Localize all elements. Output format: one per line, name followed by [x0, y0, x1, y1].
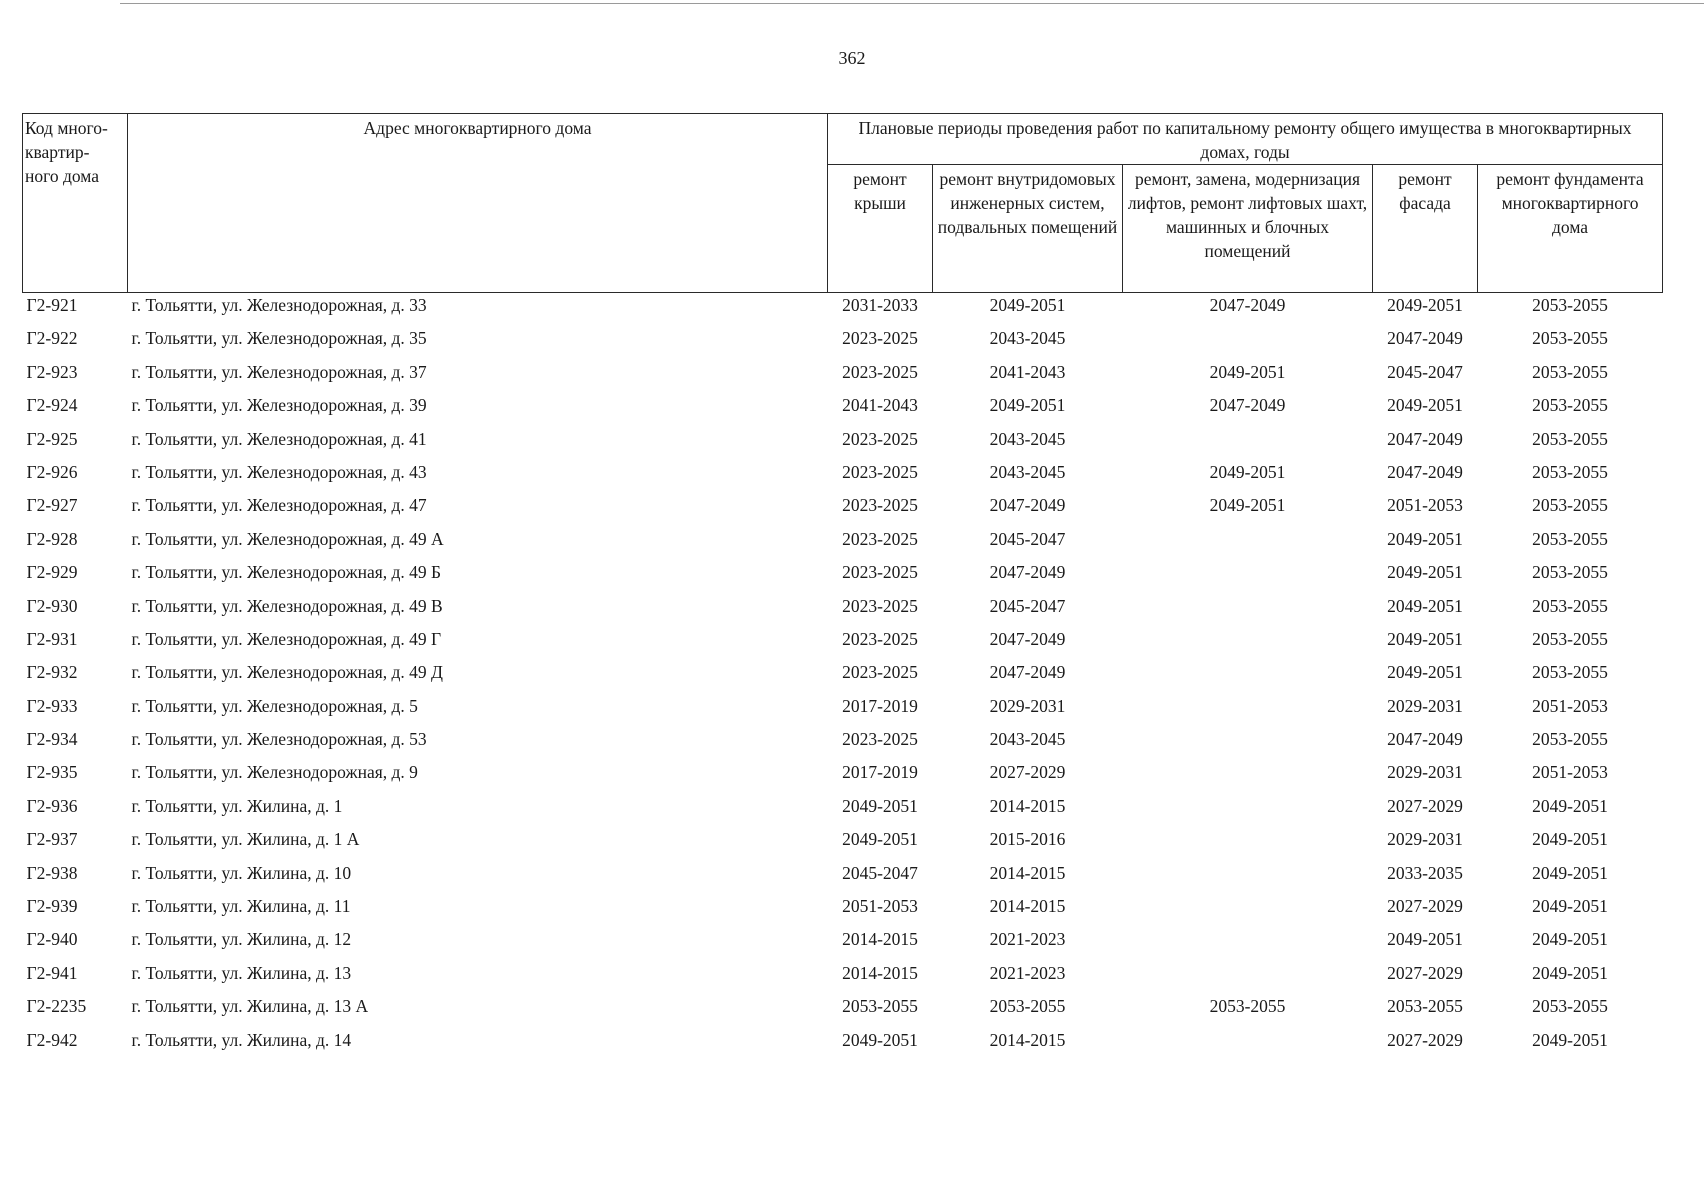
cell-elevators	[1123, 927, 1373, 960]
cell-elevators	[1123, 627, 1373, 660]
cell-address: г. Тольятти, ул. Железнодорожная, д. 5	[131, 695, 418, 716]
table-row	[23, 560, 1663, 593]
cell-engineering: 2047-2049	[989, 562, 1066, 583]
cell-engineering: 2014-2015	[989, 896, 1066, 917]
cell-address: г. Тольятти, ул. Железнодорожная, д. 37	[131, 361, 427, 382]
cell-roof: 2049-2051	[842, 1029, 918, 1050]
cell-elevators	[1123, 527, 1373, 560]
cell-facade: 2029-2031	[1387, 695, 1463, 716]
table-row	[23, 527, 1663, 560]
cell-facade: 2049-2051	[1387, 395, 1463, 416]
cell-engineering: 2043-2045	[989, 328, 1066, 349]
cell-foundation: 2053-2055	[1532, 996, 1608, 1017]
table-row	[23, 360, 1663, 393]
cell-address: г. Тольятти, ул. Жилина, д. 1	[131, 795, 343, 816]
cell-code: Г2-931	[26, 628, 78, 649]
cell-foundation: 2053-2055	[1532, 528, 1608, 549]
cell-elevators	[1123, 1028, 1373, 1061]
cell-engineering: 2045-2047	[989, 595, 1066, 616]
cell-address: г. Тольятти, ул. Жилина, д. 10	[131, 862, 352, 883]
table-row	[23, 594, 1663, 627]
cell-engineering: 2043-2045	[989, 428, 1066, 449]
table-row	[23, 827, 1663, 860]
header-roof: ремонт крыши	[828, 165, 933, 293]
cell-code: Г2-924	[26, 395, 78, 416]
cell-foundation: 2049-2051	[1532, 962, 1608, 983]
cell-code: Г2-940	[26, 929, 78, 950]
cell-roof: 2023-2025	[842, 428, 918, 449]
cell-code: Г2-941	[26, 962, 78, 983]
cell-elevators	[1123, 794, 1373, 827]
table-row	[23, 760, 1663, 793]
table-body	[23, 293, 1663, 1061]
cell-foundation: 2053-2055	[1532, 628, 1608, 649]
cell-foundation: 2053-2055	[1532, 361, 1608, 382]
cell-address: г. Тольятти, ул. Железнодорожная, д. 33	[131, 295, 427, 315]
cell-elevators	[1123, 961, 1373, 994]
cell-foundation: 2053-2055	[1532, 595, 1608, 616]
header-code: Код много-квартир-ного дома	[23, 114, 128, 293]
table-row	[23, 961, 1663, 994]
cell-engineering: 2014-2015	[989, 862, 1066, 883]
cell-foundation: 2053-2055	[1532, 328, 1608, 349]
cell-engineering: 2021-2023	[989, 929, 1066, 950]
cell-address: г. Тольятти, ул. Железнодорожная, д. 41	[131, 428, 427, 449]
cell-code: Г2-932	[26, 662, 78, 683]
cell-engineering: 2014-2015	[989, 1029, 1066, 1050]
header-address: Адрес многоквартирного дома	[128, 114, 828, 293]
cell-code: Г2-928	[26, 528, 78, 549]
table-row	[23, 460, 1663, 493]
cell-address: г. Тольятти, ул. Жилина, д. 14	[131, 1029, 352, 1050]
cell-facade: 2045-2047	[1387, 361, 1463, 382]
cell-foundation: 2049-2051	[1532, 929, 1608, 950]
table-row	[23, 427, 1663, 460]
cell-elevators	[1123, 594, 1373, 627]
cell-facade: 2029-2031	[1387, 762, 1463, 783]
cell-elevators: 2049-2051	[1209, 461, 1286, 482]
cell-foundation: 2049-2051	[1532, 1029, 1608, 1050]
cell-foundation: 2049-2051	[1532, 896, 1608, 917]
cell-address: г. Тольятти, ул. Железнодорожная, д. 49 Б	[131, 562, 442, 583]
cell-elevators: 2053-2055	[1209, 996, 1286, 1017]
cell-code: Г2-2235	[26, 996, 87, 1017]
table-row	[23, 393, 1663, 426]
cell-foundation: 2053-2055	[1532, 729, 1608, 750]
cell-foundation: 2053-2055	[1532, 562, 1608, 583]
cell-elevators	[1123, 694, 1373, 727]
cell-roof: 2023-2025	[842, 461, 918, 482]
cell-code: Г2-927	[26, 495, 78, 516]
cell-facade: 2027-2029	[1387, 896, 1463, 917]
cell-roof: 2023-2025	[842, 662, 918, 683]
cell-engineering: 2041-2043	[989, 361, 1066, 382]
cell-facade: 2027-2029	[1387, 962, 1463, 983]
cell-code: Г2-936	[26, 795, 78, 816]
cell-elevators	[1123, 660, 1373, 693]
cell-address: г. Тольятти, ул. Жилина, д. 12	[131, 929, 352, 950]
cell-engineering: 2045-2047	[989, 528, 1066, 549]
cell-engineering: 2014-2015	[989, 795, 1066, 816]
cell-facade: 2049-2051	[1387, 562, 1463, 583]
cell-elevators	[1123, 427, 1373, 460]
cell-address: г. Тольятти, ул. Железнодорожная, д. 9	[131, 762, 418, 783]
table-row	[23, 1028, 1663, 1061]
cell-engineering: 2021-2023	[989, 962, 1066, 983]
cell-address: г. Тольятти, ул. Жилина, д. 11	[131, 896, 351, 917]
cell-facade: 2049-2051	[1387, 528, 1463, 549]
cell-roof: 2017-2019	[842, 762, 918, 783]
cell-elevators: 2049-2051	[1209, 361, 1286, 382]
cell-foundation: 2049-2051	[1532, 829, 1608, 850]
cell-address: г. Тольятти, ул. Жилина, д. 1 А	[131, 829, 360, 850]
cell-roof: 2023-2025	[842, 528, 918, 549]
cell-roof: 2023-2025	[842, 628, 918, 649]
cell-foundation: 2053-2055	[1532, 428, 1608, 449]
cell-facade: 2051-2053	[1387, 495, 1463, 516]
cell-roof: 2023-2025	[842, 361, 918, 382]
cell-code: Г2-933	[26, 695, 78, 716]
cell-address: г. Тольятти, ул. Жилина, д. 13 А	[131, 996, 369, 1017]
cell-elevators	[1123, 894, 1373, 927]
cell-facade: 2047-2049	[1387, 428, 1463, 449]
scan-top-border-line	[120, 3, 1704, 4]
cell-address: г. Тольятти, ул. Жилина, д. 13	[131, 962, 352, 983]
cell-code: Г2-929	[26, 562, 78, 583]
cell-facade: 2027-2029	[1387, 795, 1463, 816]
cell-foundation: 2051-2053	[1532, 762, 1608, 783]
header-engineering: ремонт внутридомовых инженерных систем, подвальных помещений	[933, 165, 1123, 293]
cell-roof: 2053-2055	[842, 996, 918, 1017]
cell-engineering: 2049-2051	[989, 395, 1066, 416]
cell-code: Г2-938	[26, 862, 78, 883]
cell-engineering: 2043-2045	[989, 729, 1066, 750]
cell-elevators	[1123, 326, 1373, 359]
cell-code: Г2-939	[26, 896, 78, 917]
cell-address: г. Тольятти, ул. Железнодорожная, д. 35	[131, 328, 427, 349]
table-row	[23, 493, 1663, 526]
cell-roof: 2023-2025	[842, 595, 918, 616]
cell-engineering: 2029-2031	[989, 695, 1066, 716]
table-row	[23, 861, 1663, 894]
cell-engineering: 2015-2016	[989, 829, 1066, 850]
cell-facade: 2049-2051	[1387, 595, 1463, 616]
cell-facade: 2049-2051	[1387, 662, 1463, 683]
cell-code: Г2-935	[26, 762, 78, 783]
cell-engineering: 2047-2049	[989, 662, 1066, 683]
table-row	[23, 927, 1663, 960]
cell-foundation: 2053-2055	[1532, 662, 1608, 683]
cell-address: г. Тольятти, ул. Железнодорожная, д. 49 А	[131, 528, 444, 549]
header-foundation: ремонт фундамента многоквартирного дома	[1478, 165, 1663, 293]
cell-code: Г2-926	[26, 461, 78, 482]
table-row	[23, 660, 1663, 693]
cell-elevators: 2049-2051	[1209, 495, 1286, 516]
cell-facade: 2047-2049	[1387, 328, 1463, 349]
cell-roof: 2014-2015	[842, 929, 918, 950]
cell-address: г. Тольятти, ул. Железнодорожная, д. 53	[131, 729, 427, 750]
cell-foundation: 2049-2051	[1532, 795, 1608, 816]
cell-roof: 2045-2047	[842, 862, 918, 883]
header-elevators: ремонт, замена, модернизация лифтов, ремонт лифтовых шахт, машинных и блочных помещений	[1123, 165, 1373, 293]
cell-engineering: 2047-2049	[989, 628, 1066, 649]
cell-foundation: 2051-2053	[1532, 695, 1608, 716]
cell-address: г. Тольятти, ул. Железнодорожная, д. 49 Д	[131, 662, 443, 683]
cell-address: г. Тольятти, ул. Железнодорожная, д. 49 В	[131, 595, 443, 616]
cell-code: Г2-937	[26, 829, 78, 850]
table-row	[23, 293, 1663, 327]
cell-engineering: 2027-2029	[989, 762, 1066, 783]
cell-address: г. Тольятти, ул. Железнодорожная, д. 39	[131, 395, 427, 416]
cell-elevators	[1123, 560, 1373, 593]
cell-roof: 2017-2019	[842, 695, 918, 716]
cell-roof: 2041-2043	[842, 395, 918, 416]
cell-code: Г2-934	[26, 729, 78, 750]
cell-elevators	[1123, 760, 1373, 793]
table-row	[23, 727, 1663, 760]
cell-code: Г2-921	[26, 295, 78, 315]
cell-roof: 2051-2053	[842, 896, 918, 917]
cell-code: Г2-923	[26, 361, 78, 382]
cell-roof: 2023-2025	[842, 729, 918, 750]
cell-code: Г2-942	[26, 1029, 78, 1050]
cell-address: г. Тольятти, ул. Железнодорожная, д. 47	[131, 495, 427, 516]
cell-code: Г2-930	[26, 595, 78, 616]
cell-roof: 2023-2025	[842, 495, 918, 516]
cell-elevators: 2047-2049	[1209, 295, 1286, 315]
cell-elevators: 2047-2049	[1209, 395, 1286, 416]
cell-roof: 2023-2025	[842, 328, 918, 349]
capital-repair-table	[22, 113, 1663, 1061]
table-row	[23, 326, 1663, 359]
cell-engineering: 2053-2055	[989, 996, 1066, 1017]
cell-facade: 2029-2031	[1387, 829, 1463, 850]
cell-roof: 2049-2051	[842, 795, 918, 816]
cell-roof: 2023-2025	[842, 562, 918, 583]
cell-engineering: 2047-2049	[989, 495, 1066, 516]
table-row	[23, 894, 1663, 927]
cell-facade: 2049-2051	[1387, 628, 1463, 649]
cell-roof: 2049-2051	[842, 829, 918, 850]
cell-elevators	[1123, 861, 1373, 894]
cell-facade: 2027-2029	[1387, 1029, 1463, 1050]
table-row	[23, 794, 1663, 827]
cell-code: Г2-922	[26, 328, 78, 349]
cell-facade: 2047-2049	[1387, 729, 1463, 750]
cell-facade: 2049-2051	[1387, 929, 1463, 950]
table-row	[23, 627, 1663, 660]
cell-roof: 2014-2015	[842, 962, 918, 983]
cell-foundation: 2053-2055	[1532, 395, 1608, 416]
cell-foundation: 2053-2055	[1532, 461, 1608, 482]
cell-code: Г2-925	[26, 428, 78, 449]
cell-elevators	[1123, 827, 1373, 860]
table-header	[23, 114, 1663, 293]
table-row	[23, 694, 1663, 727]
cell-elevators	[1123, 727, 1373, 760]
cell-foundation: 2053-2055	[1532, 495, 1608, 516]
cell-address: г. Тольятти, ул. Железнодорожная, д. 49 Г	[131, 628, 442, 649]
cell-engineering: 2049-2051	[989, 295, 1066, 315]
cell-facade: 2049-2051	[1387, 295, 1463, 315]
cell-address: г. Тольятти, ул. Железнодорожная, д. 43	[131, 461, 427, 482]
table-row	[23, 994, 1663, 1027]
header-facade: ремонт фасада	[1373, 165, 1478, 293]
cell-facade: 2053-2055	[1387, 996, 1463, 1017]
page-number: 362	[838, 48, 866, 68]
header-periods: Плановые периоды проведения работ по капитальному ремонту общего имущества в многоквартирных домах, годы	[828, 114, 1663, 165]
cell-foundation: 2053-2055	[1532, 295, 1608, 315]
cell-facade: 2033-2035	[1387, 862, 1463, 883]
cell-facade: 2047-2049	[1387, 461, 1463, 482]
cell-roof: 2031-2033	[842, 295, 918, 315]
cell-engineering: 2043-2045	[989, 461, 1066, 482]
cell-foundation: 2049-2051	[1532, 862, 1608, 883]
